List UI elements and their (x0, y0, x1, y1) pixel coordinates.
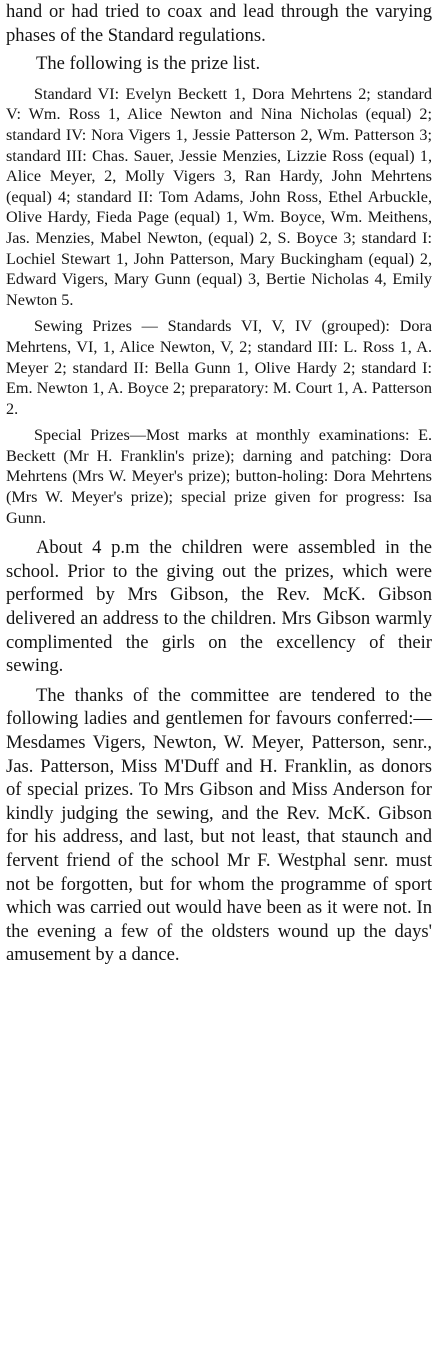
opening-fragment: hand or had tried to coax and lead through the varying phases of the Standard regulations. (6, 1, 432, 46)
thanks-paragraph: The thanks of the committee are tendered to the following ladies and gentlemen for favours conferred:— Mesdames Vigers, Newton, W. Meyer, Patterson, senr., Jas. Patterson, Miss M'Duff and H. Franklin, as donors of special prizes. To Mrs Gibson and Miss Anderson for kindly judging the sewing, and the Rev. McK. Gibson for his address, and last, but not least, that staunch and fervent friend of the school Mr F. Westphal senr. must not be forgotten, but for whom the programme of sport which was carried out would have been as it were not. In the evening a few of the oldsters wound up the days' amusement by a dance. (6, 684, 432, 966)
special-prizes-paragraph: Special Prizes—Most marks at monthly examinations: E. Beckett (Mr H. Franklin's prize); darning and patching: Dora Mehrtens (Mrs W. Meyer's prize); button-holing: Dora Mehrtens (Mrs W. Meyer's prize); special prize given for progress: Isa Gunn. (6, 426, 432, 527)
prize-list-intro: The following is the prize list. (36, 53, 261, 75)
newspaper-column (6, 0, 432, 967)
standards-prize-paragraph: Standard VI: Evelyn Beckett 1, Dora Mehrtens 2; standard V: Wm. Ross 1, Alice Newton and Nina Nicholas (equal) 2; standard IV: Nora Vigers 1, Jessie Patterson 2, Wm. Patterson 3; standard III: Chas. Sauer, Jessie Menzies, Lizzie Ross (equal) 1, Alice Meyer, 2, Molly Vigers 3, Ran Hardy, John Mehrtens (equal) 4; standard II: Tom Adams, John Ross, Ethel Arbuckle, Olive Hardy, Fieda Page (equal) 1, Wm. Boyce, Wm. Meithens, Jas. Menzies, Mabel Newton, (equal) 2, S. Boyce 3; standard I: Lochiel Stewart 1, John Patterson, Mary Buckingham (equal) 2, Edward Vigers, Mary Gunn (equal) 3, Bertie Nicholas 4, Emily Newton 5. (6, 84, 432, 309)
assembly-paragraph: About 4 p.m the children were assembled in the school. Prior to the giving out the prizes, which were performed by Mrs Gibson, the Rev. McK. Gibson delivered an address to the children. Mrs Gibson warmly complimented the girls on the excellency of their sewing. (6, 537, 432, 677)
sewing-prizes-paragraph: Sewing Prizes — Standards VI, V, IV (grouped): Dora Mehrtens, VI, 1, Alice Newton, V, 2; standard III: L. Ross 1, A. Meyer 2; standard II: Bella Gunn 1, Olive Hardy 2; standard I: Em. Newton 1, A. Boyce 2; preparatory: M. Court 1, A. Patterson 2. (6, 317, 432, 418)
